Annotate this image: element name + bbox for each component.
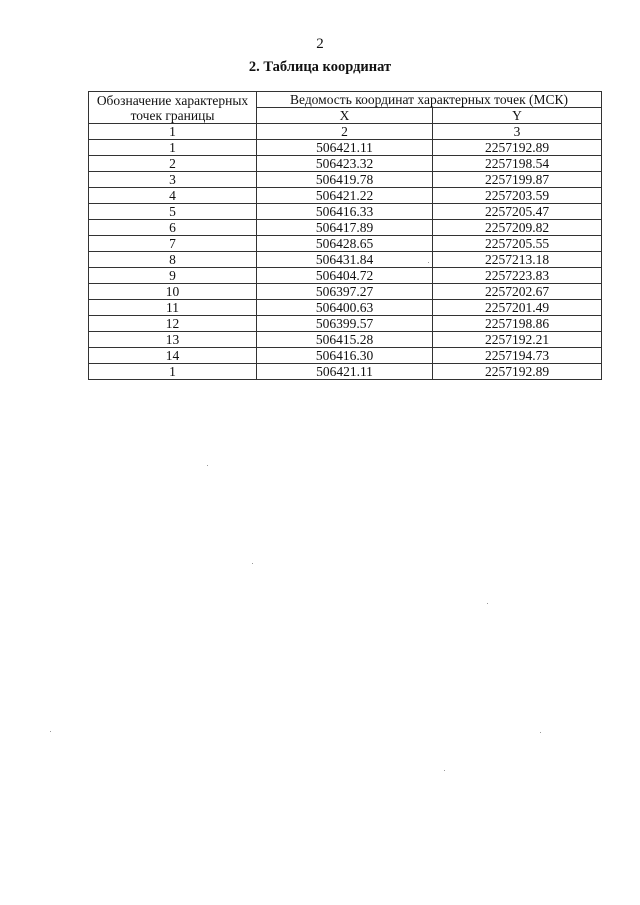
scan-speck: [487, 603, 488, 604]
table-row: [89, 364, 602, 380]
scan-speck: [540, 732, 541, 733]
scan-speck: [444, 770, 445, 771]
column-number: 2: [257, 124, 433, 140]
scan-speck: [252, 563, 253, 564]
table-row: [89, 332, 602, 348]
table-row: [89, 284, 602, 300]
table-row: [89, 204, 602, 220]
x-cell: 506419.78: [257, 172, 433, 188]
x-cell: 506399.57: [257, 316, 433, 332]
x-cell: 506431.84: [257, 252, 433, 268]
point-cell: 2: [89, 156, 257, 172]
point-cell: 14: [89, 348, 257, 364]
y-cell: 2257198.86: [433, 316, 602, 332]
point-cell: 4: [89, 188, 257, 204]
point-cell: 12: [89, 316, 257, 332]
header-x: X: [257, 108, 433, 124]
y-cell: 2257205.47: [433, 204, 602, 220]
coordinates-table: [88, 91, 602, 380]
y-cell: 2257194.73: [433, 348, 602, 364]
y-cell: 2257213.18: [433, 252, 602, 268]
table-row: [89, 172, 602, 188]
x-cell: 506400.63: [257, 300, 433, 316]
y-cell: 2257205.55: [433, 236, 602, 252]
y-cell: 2257199.87: [433, 172, 602, 188]
table-row: [89, 268, 602, 284]
y-cell: 2257202.67: [433, 284, 602, 300]
y-cell: 2257201.49: [433, 300, 602, 316]
y-cell: 2257198.54: [433, 156, 602, 172]
table-row: [89, 316, 602, 332]
point-cell: 11: [89, 300, 257, 316]
point-cell: 8: [89, 252, 257, 268]
scan-speck: [50, 731, 51, 732]
x-cell: 506423.32: [257, 156, 433, 172]
header-y: Y: [433, 108, 602, 124]
y-cell: 2257192.89: [433, 364, 602, 380]
x-cell: 506416.30: [257, 348, 433, 364]
column-number: 3: [433, 124, 602, 140]
x-cell: 506421.22: [257, 188, 433, 204]
x-cell: 506417.89: [257, 220, 433, 236]
table-row: [89, 140, 602, 156]
table-row: [89, 300, 602, 316]
point-cell: 5: [89, 204, 257, 220]
x-cell: 506404.72: [257, 268, 433, 284]
x-cell: 506428.65: [257, 236, 433, 252]
table-row: [89, 236, 602, 252]
y-cell: 2257192.21: [433, 332, 602, 348]
column-number-row: [89, 124, 602, 140]
coordinates-table-body: [89, 140, 602, 380]
point-cell: 10: [89, 284, 257, 300]
scan-speck: [428, 262, 429, 263]
column-number: 1: [89, 124, 257, 140]
table-row: [89, 220, 602, 236]
point-cell: 9: [89, 268, 257, 284]
point-cell: 13: [89, 332, 257, 348]
x-cell: 506421.11: [257, 364, 433, 380]
header-point-label: Обозначение характерных точек границы: [89, 92, 257, 124]
table-row: [89, 188, 602, 204]
y-cell: 2257192.89: [433, 140, 602, 156]
page-title: 2. Таблица координат: [248, 59, 392, 75]
y-cell: 2257223.83: [433, 268, 602, 284]
y-cell: 2257209.82: [433, 220, 602, 236]
table-row: [89, 348, 602, 364]
scan-speck: [207, 465, 208, 466]
x-cell: 506416.33: [257, 204, 433, 220]
x-cell: 506397.27: [257, 284, 433, 300]
header-coordinates-group: Ведомость координат характерных точек (МСК): [257, 92, 602, 108]
point-cell: 7: [89, 236, 257, 252]
table-row: [89, 252, 602, 268]
point-cell: 6: [89, 220, 257, 236]
point-cell: 1: [89, 364, 257, 380]
x-cell: 506421.11: [257, 140, 433, 156]
point-cell: 1: [89, 140, 257, 156]
y-cell: 2257203.59: [433, 188, 602, 204]
table-row: [89, 156, 602, 172]
x-cell: 506415.28: [257, 332, 433, 348]
page-number: 2: [316, 36, 324, 52]
point-cell: 3: [89, 172, 257, 188]
